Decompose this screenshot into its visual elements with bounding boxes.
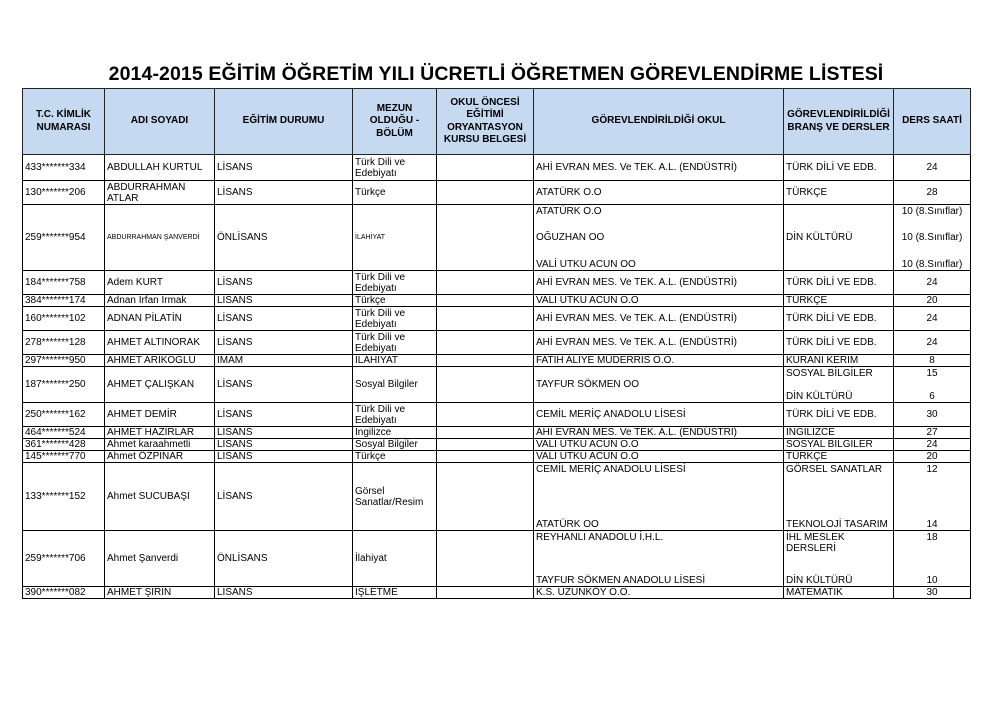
certificate-cell	[437, 271, 534, 295]
hours-line: 24	[926, 277, 938, 288]
page-title: 2014-2015 EĞİTİM ÖĞRETİM YILI ÜCRETLİ ÖĞRETMEN GÖREVLENDİRME LİSTESİ	[108, 63, 884, 85]
branch-cell	[784, 587, 894, 599]
branch-line: TÜRK DİLİ VE EDB.	[786, 409, 877, 420]
hours-line: 27	[926, 427, 938, 438]
name-cell: AHMET ARIKOĞLU	[105, 355, 215, 367]
hours-line: 30	[926, 409, 938, 420]
col-header-education: EĞİTİM DURUMU	[215, 89, 353, 155]
table-row	[23, 331, 971, 355]
tc-number-cell: 259*******706	[23, 531, 105, 587]
school-line: TAYFUR SÖKMEN OO	[536, 379, 639, 390]
certificate-cell	[437, 439, 534, 451]
education-cell: LİSANS	[215, 331, 353, 355]
name-cell: ABDULLAH KURTUL	[105, 155, 215, 181]
name-cell: AHMET ÇALIŞKAN	[105, 367, 215, 403]
col-header-tc: T.C. KİMLİK NUMARASI	[23, 89, 105, 155]
certificate-cell	[437, 367, 534, 403]
branch-line: SOSYAL BİLGİLER	[786, 367, 873, 379]
branch-line: TÜRK DİLİ VE EDB.	[786, 313, 877, 324]
tc-number-cell: 160*******102	[23, 307, 105, 331]
branch-cell	[784, 463, 894, 531]
department-cell: Türk Dili ve Edebiyatı	[353, 331, 437, 355]
school-cell	[534, 463, 784, 531]
certificate-cell	[437, 451, 534, 463]
branch-line: İNGİLİZCE	[786, 427, 835, 438]
department-cell: Türk Dili ve Edebiyatı	[353, 155, 437, 181]
school-cell	[534, 367, 784, 403]
table-row	[23, 531, 971, 587]
school-cell	[534, 307, 784, 331]
department-cell: İlahiyat	[353, 531, 437, 587]
department-cell: Görsel Sanatlar/Resim	[353, 463, 437, 531]
hours-cell	[894, 451, 971, 463]
col-header-certificate: OKUL ÖNCESİ EĞİTİMİ ORYANTASYON KURSU BELGESİ	[437, 89, 534, 155]
tc-number-cell: 384*******174	[23, 295, 105, 307]
department-cell: Türkçe	[353, 295, 437, 307]
name-cell: Ahmet ÖZPINAR	[105, 451, 215, 463]
hours-cell	[894, 463, 971, 531]
table-row	[23, 271, 971, 295]
tc-number-cell: 464*******524	[23, 427, 105, 439]
department-cell: Türk Dili ve Edebiyatı	[353, 307, 437, 331]
branch-line: TEKNOLOJİ TASARIM	[786, 518, 888, 530]
table-row	[23, 355, 971, 367]
branch-cell	[784, 271, 894, 295]
certificate-cell	[437, 295, 534, 307]
department-cell: Türkçe	[353, 181, 437, 205]
table-row	[23, 439, 971, 451]
hours-cell	[894, 439, 971, 451]
hours-cell	[894, 181, 971, 205]
school-cell	[534, 403, 784, 427]
school-cell	[534, 155, 784, 181]
hours-line: 6	[929, 390, 935, 402]
hours-cell	[894, 271, 971, 295]
header-row	[23, 89, 971, 155]
hours-cell	[894, 205, 971, 271]
table-row	[23, 587, 971, 599]
school-cell	[534, 587, 784, 599]
department-cell: İLAHİYAT	[353, 355, 437, 367]
department-cell: Türk Dili ve Edebiyatı	[353, 271, 437, 295]
education-cell: LİSANS	[215, 271, 353, 295]
education-cell: LİSANS	[215, 451, 353, 463]
school-line: K.S. UZUNKÖY O.O.	[536, 587, 631, 598]
branch-cell	[784, 427, 894, 439]
hours-line: 20	[926, 451, 938, 462]
col-header-branch: GÖREVLENDİRİLDİĞİ BRANŞ VE DERSLER	[784, 89, 894, 155]
branch-line: GÖRSEL SANATLAR	[786, 463, 883, 475]
school-cell	[534, 451, 784, 463]
hours-line: 10	[926, 574, 938, 586]
education-cell: LİSANS	[215, 439, 353, 451]
table-row	[23, 403, 971, 427]
hours-line: 18	[926, 531, 938, 543]
certificate-cell	[437, 587, 534, 599]
school-cell	[534, 271, 784, 295]
hours-cell	[894, 331, 971, 355]
tc-number-cell: 250*******162	[23, 403, 105, 427]
school-line: CEMİL MERİÇ ANADOLU LİSESİ	[536, 409, 686, 420]
branch-line: TÜRK DİLİ VE EDB.	[786, 162, 877, 173]
tc-number-cell: 184*******758	[23, 271, 105, 295]
branch-cell	[784, 181, 894, 205]
school-line: VALİ UTKU ACUN O.O	[536, 295, 639, 306]
table-row	[23, 451, 971, 463]
branch-cell	[784, 451, 894, 463]
hours-cell	[894, 367, 971, 403]
branch-cell	[784, 205, 894, 271]
tc-number-cell: 297*******950	[23, 355, 105, 367]
hours-line: 10 (8.Sınıflar)	[901, 232, 963, 243]
hours-line: 24	[926, 162, 938, 173]
school-cell	[534, 295, 784, 307]
education-cell: LİSANS	[215, 403, 353, 427]
school-line: AHİ EVRAN MES. Ve TEK. A.L. (ENDÜSTRİ)	[536, 427, 737, 438]
tc-number-cell: 433*******334	[23, 155, 105, 181]
col-header-hours: DERS SAATİ	[894, 89, 971, 155]
school-line: ATATÜRK OO	[536, 518, 599, 530]
education-cell: ÖNLİSANS	[215, 205, 353, 271]
tc-number-cell: 130*******206	[23, 181, 105, 205]
tc-number-cell: 187*******250	[23, 367, 105, 403]
col-header-department: MEZUN OLDUĞU - BÖLÜM	[353, 89, 437, 155]
hours-cell	[894, 531, 971, 587]
certificate-cell	[437, 307, 534, 331]
school-line: AHİ EVRAN MES. Ve TEK. A.L. (ENDÜSTRİ)	[536, 277, 737, 288]
department-cell: Sosyal Bilgiler	[353, 367, 437, 403]
department-cell: Türkçe	[353, 451, 437, 463]
school-line: FATİH ALİYE MÜDERRİS O.O.	[536, 355, 675, 366]
department-cell: İngilizce	[353, 427, 437, 439]
department-cell: İŞLETME	[353, 587, 437, 599]
education-cell: LİSANS	[215, 427, 353, 439]
school-cell	[534, 181, 784, 205]
table-row	[23, 307, 971, 331]
table-row	[23, 155, 971, 181]
name-cell: AHMET DEMİR	[105, 403, 215, 427]
hours-line: 28	[926, 187, 938, 198]
school-line: AHİ EVRAN MES. Ve TEK. A.L. (ENDÜSTRİ)	[536, 337, 737, 348]
school-cell	[534, 439, 784, 451]
branch-cell	[784, 295, 894, 307]
school-line: AHİ EVRAN MES. Ve TEK. A.L. (ENDÜSTRİ)	[536, 313, 737, 324]
name-cell: AHMET ALTINORAK	[105, 331, 215, 355]
table-body	[23, 155, 971, 599]
branch-line: TÜRKÇE	[786, 295, 828, 306]
hours-cell	[894, 307, 971, 331]
school-line: CEMİL MERİÇ ANADOLU LİSESİ	[536, 463, 686, 475]
certificate-cell	[437, 181, 534, 205]
table-row	[23, 205, 971, 271]
branch-cell	[784, 531, 894, 587]
name-cell: AHMET HAZIRLAR	[105, 427, 215, 439]
hours-line: 30	[926, 587, 938, 598]
school-line: VALİ UTKU ACUN O.O	[536, 451, 639, 462]
table-row	[23, 181, 971, 205]
tc-number-cell: 259*******954	[23, 205, 105, 271]
department-cell: İLAHİYAT	[353, 205, 437, 271]
hours-line: 24	[926, 337, 938, 348]
name-cell: ABDURRAHMAN ATLAR	[105, 181, 215, 205]
school-cell	[534, 355, 784, 367]
hours-cell	[894, 295, 971, 307]
certificate-cell	[437, 355, 534, 367]
branch-line: TÜRK DİLİ VE EDB.	[786, 277, 877, 288]
branch-line: DİN KÜLTÜRÜ	[786, 390, 853, 402]
branch-cell	[784, 331, 894, 355]
education-cell: LİSANS	[215, 307, 353, 331]
school-cell	[534, 205, 784, 271]
certificate-cell	[437, 403, 534, 427]
hours-line: 24	[926, 313, 938, 324]
school-line: ATATÜRK O.O	[536, 205, 602, 217]
branch-cell	[784, 355, 894, 367]
school-line: VALİ UTKU ACUN OO	[536, 258, 636, 270]
branch-cell	[784, 367, 894, 403]
teacher-assignment-table	[22, 88, 971, 599]
education-cell: LİSANS	[215, 181, 353, 205]
branch-line: SOSYAL BİLGİLER	[786, 439, 873, 450]
school-line: VALİ UTKU ACUN O.O	[536, 439, 639, 450]
school-line: ATATÜRK O.O	[536, 187, 602, 198]
hours-line: 12	[926, 463, 938, 475]
hours-line: 10 (8.Sınıflar)	[901, 205, 963, 217]
hours-line: 8	[929, 355, 935, 366]
hours-cell	[894, 587, 971, 599]
branch-cell	[784, 403, 894, 427]
school-line: AHİ EVRAN MES. Ve TEK. A.L. (ENDÜSTRİ)	[536, 162, 737, 173]
education-cell: LİSANS	[215, 155, 353, 181]
branch-line: TÜRKÇE	[786, 187, 828, 198]
hours-line: 20	[926, 295, 938, 306]
hours-cell	[894, 155, 971, 181]
table-row	[23, 463, 971, 531]
name-cell: Ahmet Şanverdi	[105, 531, 215, 587]
name-cell: Ahmet SUCUBAŞI	[105, 463, 215, 531]
education-cell: ÖNLİSANS	[215, 531, 353, 587]
tc-number-cell: 133*******152	[23, 463, 105, 531]
certificate-cell	[437, 427, 534, 439]
branch-line: TÜRKÇE	[786, 451, 828, 462]
department-cell: Türk Dili ve Edebiyatı	[353, 403, 437, 427]
school-line: TAYFUR SÖKMEN ANADOLU LİSESİ	[536, 574, 706, 586]
hours-line: 15	[926, 367, 938, 379]
branch-line: MATEMATİK	[786, 587, 843, 598]
education-cell: LİSANS	[215, 587, 353, 599]
certificate-cell	[437, 331, 534, 355]
certificate-cell	[437, 155, 534, 181]
school-line: OĞUZHAN OO	[536, 232, 605, 243]
department-cell: Sosyal Bilgiler	[353, 439, 437, 451]
school-cell	[534, 531, 784, 587]
name-cell: Ahmet karaahmetli	[105, 439, 215, 451]
branch-line: KURANI KERİM	[786, 355, 859, 366]
certificate-cell	[437, 531, 534, 587]
name-cell: Adnan İrfan İrmak	[105, 295, 215, 307]
school-line: REYHANLI ANADOLU İ.H.L.	[536, 531, 664, 543]
school-cell	[534, 427, 784, 439]
education-cell: İMAM	[215, 355, 353, 367]
hours-cell	[894, 355, 971, 367]
branch-line: TÜRK DİLİ VE EDB.	[786, 337, 877, 348]
certificate-cell	[437, 463, 534, 531]
branch-line: İHL MESLEK DERSLERİ	[786, 531, 845, 554]
col-header-name: ADI SOYADI	[105, 89, 215, 155]
school-cell	[534, 331, 784, 355]
hours-cell	[894, 427, 971, 439]
hours-cell	[894, 403, 971, 427]
education-cell: LİSANS	[215, 295, 353, 307]
name-cell: AHMET ŞİRİN	[105, 587, 215, 599]
tc-number-cell: 278*******128	[23, 331, 105, 355]
branch-line: DİN KÜLTÜRÜ	[786, 574, 853, 586]
branch-cell	[784, 155, 894, 181]
table-row	[23, 367, 971, 403]
branch-cell	[784, 439, 894, 451]
hours-line: 10 (8.Sınıflar)	[901, 258, 963, 270]
name-cell: ABDURRAHMAN ŞANVERDİ	[105, 205, 215, 271]
branch-line: DİN KÜLTÜRÜ	[786, 232, 853, 243]
name-cell: ADNAN PİLATİN	[105, 307, 215, 331]
table-row	[23, 295, 971, 307]
branch-cell	[784, 307, 894, 331]
tc-number-cell: 361*******428	[23, 439, 105, 451]
name-cell: Adem KURT	[105, 271, 215, 295]
tc-number-cell: 390*******082	[23, 587, 105, 599]
certificate-cell	[437, 205, 534, 271]
table-row	[23, 427, 971, 439]
education-cell: LİSANS	[215, 463, 353, 531]
hours-line: 24	[926, 439, 938, 450]
hours-line: 14	[926, 518, 938, 530]
col-header-school: GÖREVLENDİRİLDİĞİ OKUL	[534, 89, 784, 155]
tc-number-cell: 145*******770	[23, 451, 105, 463]
education-cell: LİSANS	[215, 367, 353, 403]
